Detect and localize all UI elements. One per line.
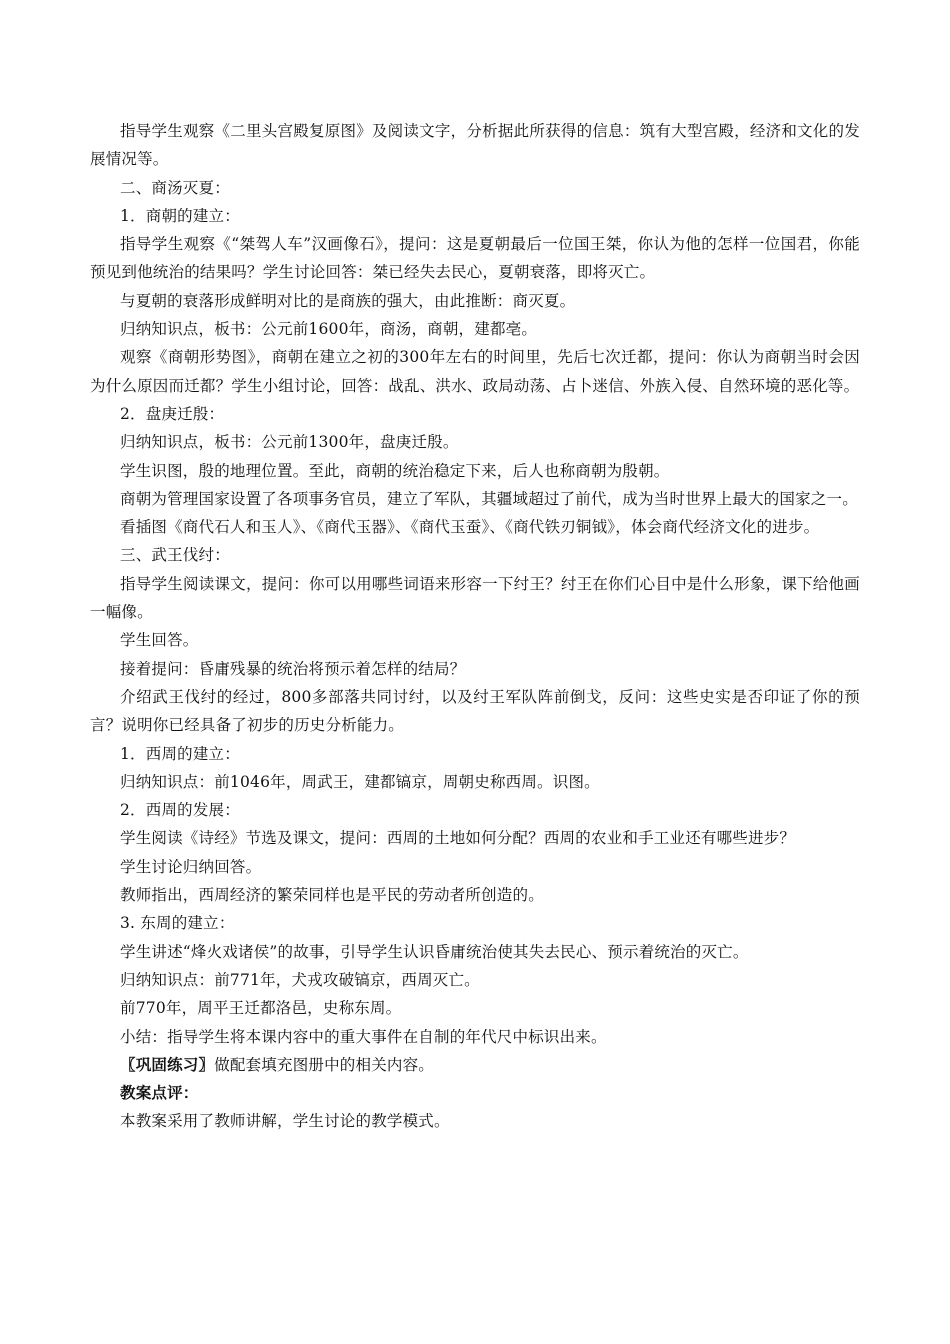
practice-label: 〖巩固练习〗 (120, 1054, 215, 1074)
paragraph-p7: 观察《商朝形势图》，商朝在建立之初的300年左右的时间里，先后七次迁都，提问：你认为商朝当时会因为什么原因而迁都？学生小组讨论，回答：战乱、洪水、政局动荡、占卜迷信、外族入侵、自然环境的恶化等。 (90, 348, 860, 395)
document-body (90, 117, 860, 1136)
paragraph-p22: 学生讨论归纳回答。 (120, 857, 262, 876)
subsection-heading-pangeng: 2．盘庚迁殷： (120, 404, 225, 423)
paragraph-p25: 学生讲述“烽火戏诸侯”的故事，引导学生认识昏庸统治使其失去民心、预示着统治的灭亡。 (120, 942, 749, 961)
paragraph-p16: 接着提问：昏庸残暴的统治将预示着怎样的结局？ (120, 659, 466, 678)
summary-paragraph: 小结：指导学生将本课内容中的重大事件在自制的年代尺中标识出来。 (120, 1027, 607, 1046)
review-heading: 教案点评： (120, 1083, 199, 1103)
paragraph-p6: 归纳知识点，板书：公元前1600年，商汤，商朝，建都亳。 (120, 320, 538, 339)
section-heading-shang-conquers-xia: 二、商汤灭夏： (120, 178, 230, 197)
paragraph-p17: 介绍武王伐纣的经过，800多部落共同讨纣，以及纣王军队阵前倒戈，反问：这些史实是否印证了你的预言？说明你已经具备了初步的历史分析能力。 (90, 687, 860, 735)
paragraph-p19: 归纳知识点：前1046年，周武王，建都镐京，周朝史称西周。识图。 (120, 772, 600, 791)
practice-text: 做配套填充图册中的相关内容。 (214, 1055, 435, 1074)
paragraph-p1: 指导学生观察《二里头宫殿复原图》及阅读文字，分析据此所获得的信息：筑有大型宫殿，经济和文化的发展情况等。 (90, 122, 860, 169)
paragraph-p21: 学生阅读《诗经》节选及课文，提问：西周的土地如何分配？西周的农业和手工业还有哪些进步？ (120, 829, 796, 848)
paragraph-p5: 与夏朝的衰落形成鲜明对比的是商族的强大，由此推断：商灭夏。 (120, 291, 576, 310)
paragraph-p4: 指导学生观察《“桀驾人车”汉画像石》，提问：这是夏朝最后一位国王桀，你认为他的怎样一位国君，你能预见到他统治的结果吗？学生讨论回答：桀已经失去民心，夏朝衰落，即将灭亡。 (90, 235, 860, 282)
paragraph-p10: 学生识图，殷的地理位置。至此，商朝的统治稳定下来，后人也称商朝为殷朝。 (120, 461, 670, 480)
paragraph-p15: 学生回答。 (120, 631, 199, 650)
subsection-heading-western-zhou: 1．西周的建立： (120, 744, 240, 763)
paragraph-p23: 教师指出，西周经济的繁荣同样也是平民的劳动者所创造的。 (120, 886, 544, 905)
paragraph-p11: 商朝为管理国家设置了各项事务官员，建立了军队，其疆域超过了前代，成为当时世界上最大的国家之一。 (120, 489, 858, 508)
paragraph-p9: 归纳知识点，板书：公元前1300年，盘庚迁殷。 (120, 433, 459, 452)
paragraph-p14: 指导学生阅读课文，提问：你可以用哪些词语来形容一下纣王？纣王在你们心目中是什么形象，课下给他画一幅像。 (90, 574, 860, 622)
section-heading-king-wu: 三、武王伐纣： (120, 546, 230, 565)
subsection-heading-eastern-zhou: 3. 东周的建立： (120, 914, 235, 933)
subsection-heading-shang-founding: 1．商朝的建立： (120, 206, 240, 225)
paragraph-p27: 前770年，周平王迁都洛邑，史称东周。 (120, 999, 402, 1018)
practice-paragraph (90, 1051, 860, 1079)
paragraph-p12: 看插图《商代石人和玉人》、《商代玉器》、《商代玉蚕》、《商代铁刃铜钺》，体会商代经济文化的进步。 (120, 518, 820, 537)
paragraph-p26: 归纳知识点：前771年，犬戎攻破镐京，西周灭亡。 (120, 970, 480, 989)
review-text: 本教案采用了教师讲解，学生讨论的教学模式。 (120, 1112, 450, 1131)
subsection-heading-zhou-development: 2．西周的发展： (120, 801, 240, 820)
